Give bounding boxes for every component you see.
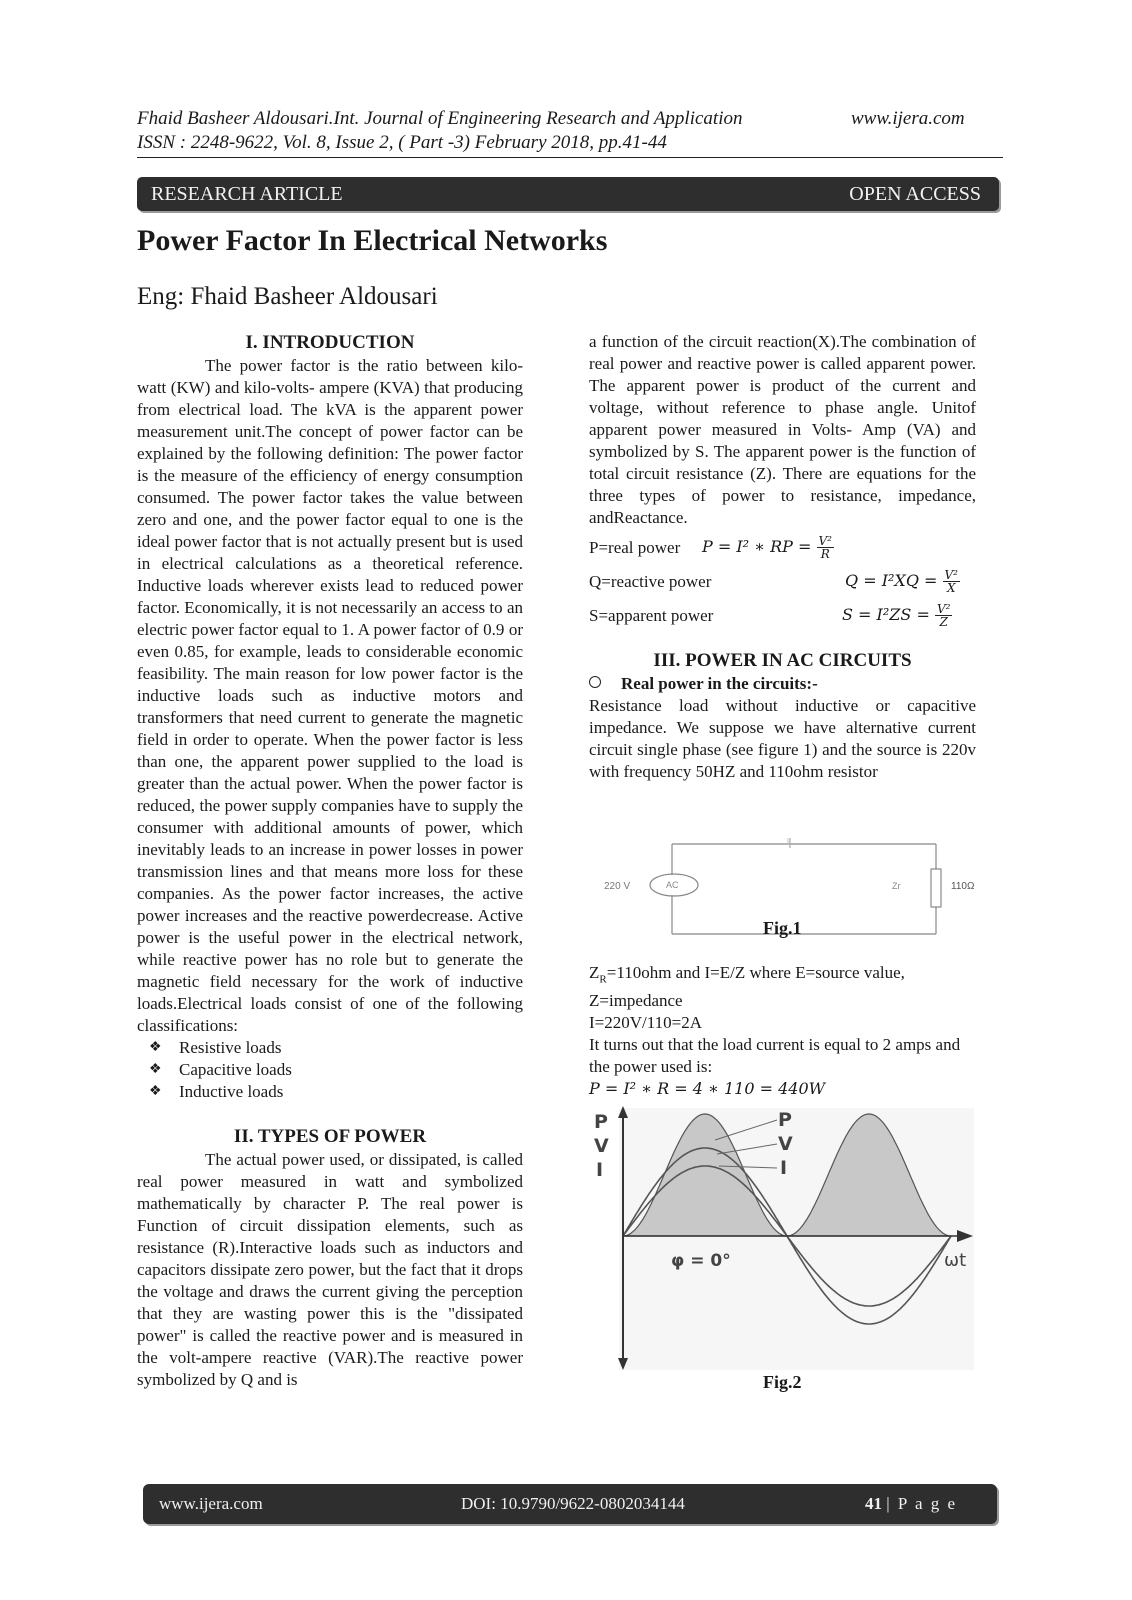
source-voltage-label: 220 V <box>604 881 631 892</box>
journal-issn: ISSN : 2248-9622, Vol. 8, Issue 2, ( Part -3) February 2018, pp.41-44 <box>137 132 667 153</box>
phase-angle-label: φ = 0° <box>671 1251 731 1271</box>
equation-math: P = I² ∗ RP = $\frac{\text{V²}}{R}$ <box>702 534 832 561</box>
real-power-subheading: Real power in the circuits:- <box>589 673 976 695</box>
equation-label: Q=reactive power <box>589 572 712 591</box>
footer-page: 41 | P a g e <box>865 1494 958 1513</box>
current-label: I <box>787 838 789 845</box>
banner-research-article: RESEARCH ARTICLE <box>151 183 343 205</box>
zr-line: $Z_R=110ohm$ and I=E/Z where E=source value, <box>589 963 905 986</box>
equation-label: P=real power <box>589 538 681 557</box>
load-current-paragraph: It turns out that the load current is equal to 2 amps and the power used is: <box>589 1035 961 1077</box>
current-calc-line: I=220V/110=2A <box>589 1013 702 1033</box>
banner-open-access: OPEN ACCESS <box>849 183 981 205</box>
plot-background <box>619 1108 974 1370</box>
fig2-waveform-diagram <box>589 1104 979 1374</box>
header-rule <box>137 157 1003 158</box>
resistor-value-label: 110Ω <box>951 881 975 892</box>
curve-label-p: P <box>778 1109 792 1131</box>
section-ac-circuits-heading: III. POWER IN AC CIRCUITS <box>653 650 912 671</box>
axis-label-v: V <box>594 1135 609 1157</box>
resistor-icon <box>931 869 941 907</box>
list-item: ❖ Resistive loads <box>149 1037 523 1059</box>
paper-author: Eng: Fhaid Basheer Aldousari <box>137 283 438 310</box>
axis-label-p: P <box>594 1111 608 1133</box>
load-types-list <box>149 1037 523 1103</box>
equation-math: S = I²ZS = $\frac{\text{V²}}{Z}$ <box>842 602 951 629</box>
power-equation: P = I² ∗ R = 4 ∗ 110 = 440W <box>589 1079 826 1099</box>
journal-site: www.ijera.com <box>851 108 965 129</box>
left-column <box>137 331 523 1391</box>
ac-label: AC <box>666 880 679 890</box>
footer-site: www.ijera.com <box>159 1494 263 1513</box>
journal-line: Fhaid Basheer Aldousari.Int. Journal of Engineering Research and Application <box>137 108 743 129</box>
section-introduction-heading: I. INTRODUCTION <box>245 332 415 353</box>
curve-label-v: V <box>778 1133 793 1155</box>
paper-title: Power Factor In Electrical Networks <box>137 224 608 257</box>
curve-label-i: I <box>780 1157 788 1179</box>
equation-math: Q = I²XQ = $\frac{\text{V²}}{X}$ <box>845 568 958 595</box>
circle-bullet-icon <box>589 676 601 688</box>
omega-t-label: ωt <box>944 1250 967 1271</box>
fig1-caption: Fig.1 <box>763 918 802 938</box>
axis-label-i: I <box>596 1159 604 1181</box>
real-power-paragraph: Resistance load without inductive or capacitive impedance. We suppose we have alternative current circuit single phase (see figure 1) and the source is 220v with frequency 50HZ and 110ohm resistor <box>589 696 976 781</box>
list-item: ❖ Inductive loads <box>149 1081 523 1103</box>
calculation-block <box>589 962 976 1100</box>
equation-label: S=apparent power <box>589 606 714 625</box>
zr-label: Zr <box>892 881 901 891</box>
impedance-line: Z=impedance <box>589 991 683 1011</box>
article-banner <box>137 177 999 211</box>
right-column <box>589 331 976 783</box>
fig2-caption: Fig.2 <box>763 1372 802 1392</box>
section-types-heading: II. TYPES OF POWER <box>233 1126 427 1147</box>
equation-real-power <box>589 529 976 563</box>
apparent-power-paragraph: a function of the circuit reaction(X).The combination of real power and reactive power is called apparent power. The apparent power is product of the current and voltage, without reference to phase angle. Unitof apparent power measured in Volts- Amp (VA) and symbolized by S. The apparent power is the function of total circuit resistance (Z). There are equations for the three types of power to resistance, impedance, andReactance. <box>589 332 976 527</box>
equation-reactive-power <box>589 563 976 597</box>
footer-doi: DOI: 10.9790/9622-0802034144 <box>461 1494 685 1513</box>
list-item: ❖ Capacitive loads <box>149 1059 523 1081</box>
types-body: The actual power used, or dissipated, is called real power measured in watt and symbolized mathematically by character P. The real power is Function of circuit dissipation elements, such as resistance (R).Interactive loads such as inductors and capacitors dissipate zero power, but the fact that it drops the voltage and draws the current giving the perception that they are wasting power this is the "dissipated power" is called the reactive power and is measured in the volt-ampere reactive (VAR).The reactive power symbolized by Q and is <box>137 1150 523 1389</box>
introduction-body: The power factor is the ratio between kilo-watt (KW) and kilo-volts- ampere (KVA) that producing from electrical load. The kVA is the apparent power measurement unit.The concept of power factor can be explained by the following definition: The power factor is the measure of the efficiency of energy consumption consumed. The power factor takes the value between zero and one, and the power factor equal to one is the ideal power factor that is not actually present but is used in electrical calculations as a theoretical reference. Inductive loads wherever exists lead to reduced power factor. Economically, it is not necessarily an access to an electric power factor equal to 1. A power factor of 0.9 or even 0.85, for example, leads to considerable economic feasibility. The main reason for low power factor is the inductive loads such as inductive motors and transformers that need current to generate the magnetic field in order to operate. When the power factor is less than one, the apparent power supplied to the load is greater than the actual power. When the power factor is reduced, the power supply companies have to supply the consumer with additional amounts of power, which inevitably leads to an increase in power losses in power transmission lines and that means more loss for these companies. As the power factor increases, the active power increases and the reactive powerdecrease. Active power is the useful power in the electrical network, while reactive power has no role but to generate the magnetic field necessary for the work of inductive loads.Electrical loads consist of one of the following classifications: <box>137 356 523 1035</box>
equation-apparent-power <box>589 597 976 631</box>
page-footer <box>143 1484 997 1524</box>
